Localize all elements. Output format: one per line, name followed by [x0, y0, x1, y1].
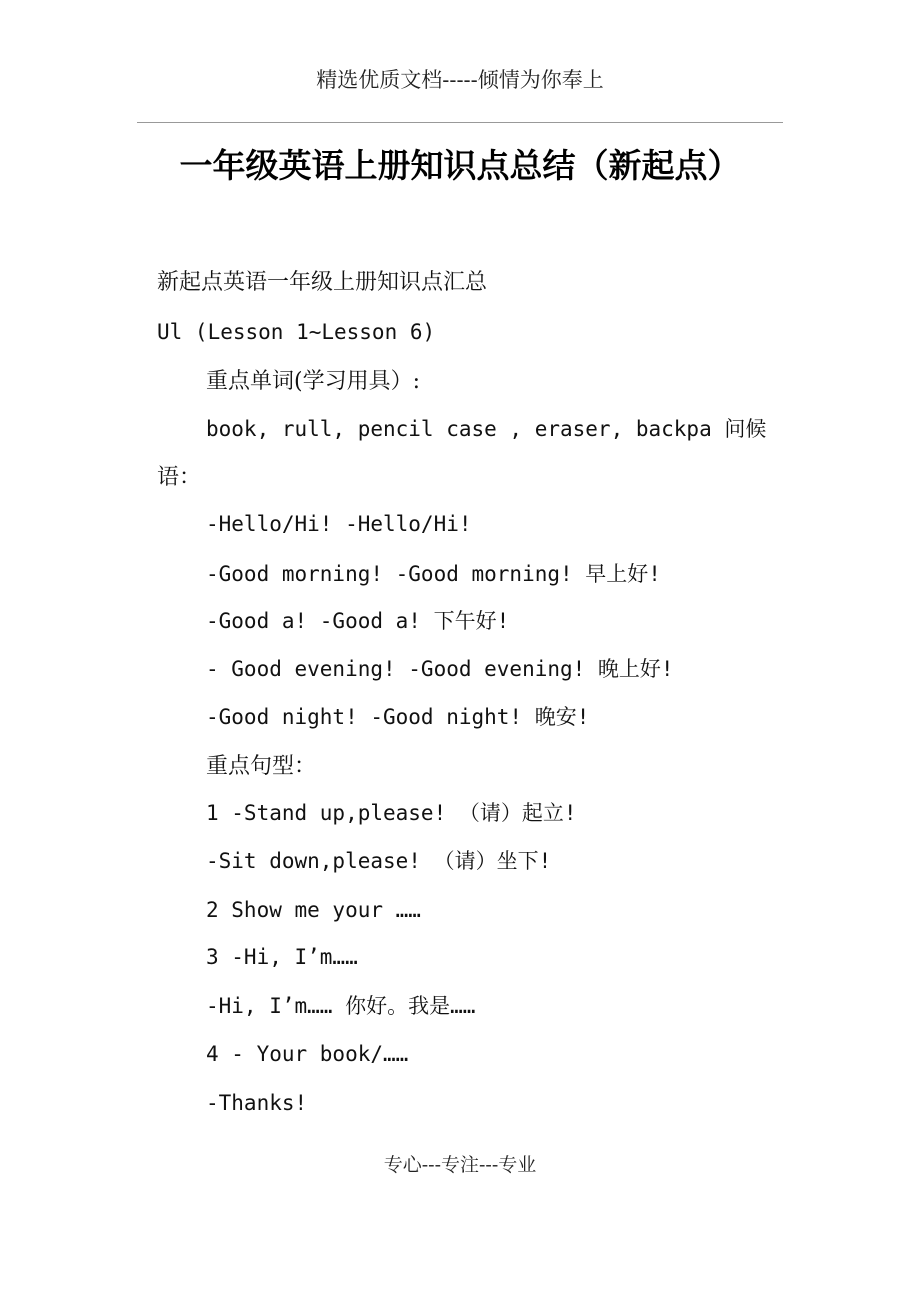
page-footer: 专心---专注---专业 — [383, 1154, 537, 1176]
sentence-line: -Sit down,please! （请）坐下! — [206, 849, 552, 873]
unit-heading: Ul (Lesson 1~Lesson 6) — [157, 320, 436, 344]
sentence-line: 4 - Your book/…… — [206, 1042, 409, 1066]
vocab-line-cont: 语： — [157, 465, 202, 490]
sentence-line: 2 Show me your …… — [206, 898, 421, 922]
sentence-line: -Hi, I’m…… 你好。我是…… — [206, 994, 476, 1018]
greeting-line: -Hello/Hi! -Hello/Hi! — [206, 512, 472, 536]
greeting-line: - Good evening! -Good evening! 晚上好! — [206, 657, 674, 681]
header-divider — [137, 122, 783, 123]
greeting-line: -Good a! -Good a! 下午好! — [206, 609, 510, 633]
subtitle: 新起点英语一年级上册知识点汇总 — [157, 270, 488, 295]
vocab-line: book, rull, pencil case , eraser, backpa 问候 — [206, 417, 767, 441]
sentence-line: 3 -Hi, I’m…… — [206, 945, 358, 969]
greeting-line: -Good night! -Good night! 晚安! — [206, 705, 590, 729]
page-header: 精选优质文档-----倾情为你奉上 — [316, 68, 604, 92]
greeting-line: -Good morning! -Good morning! 早上好! — [206, 562, 661, 586]
sentence-line: -Thanks! — [206, 1091, 308, 1115]
sentence-line: 1 -Stand up,please! （请）起立! — [206, 801, 577, 825]
sentence-heading: 重点句型： — [206, 754, 317, 779]
vocab-heading: 重点单词(学习用具）: — [206, 369, 420, 394]
document-title: 一年级英语上册知识点总结（新起点） — [179, 146, 741, 185]
